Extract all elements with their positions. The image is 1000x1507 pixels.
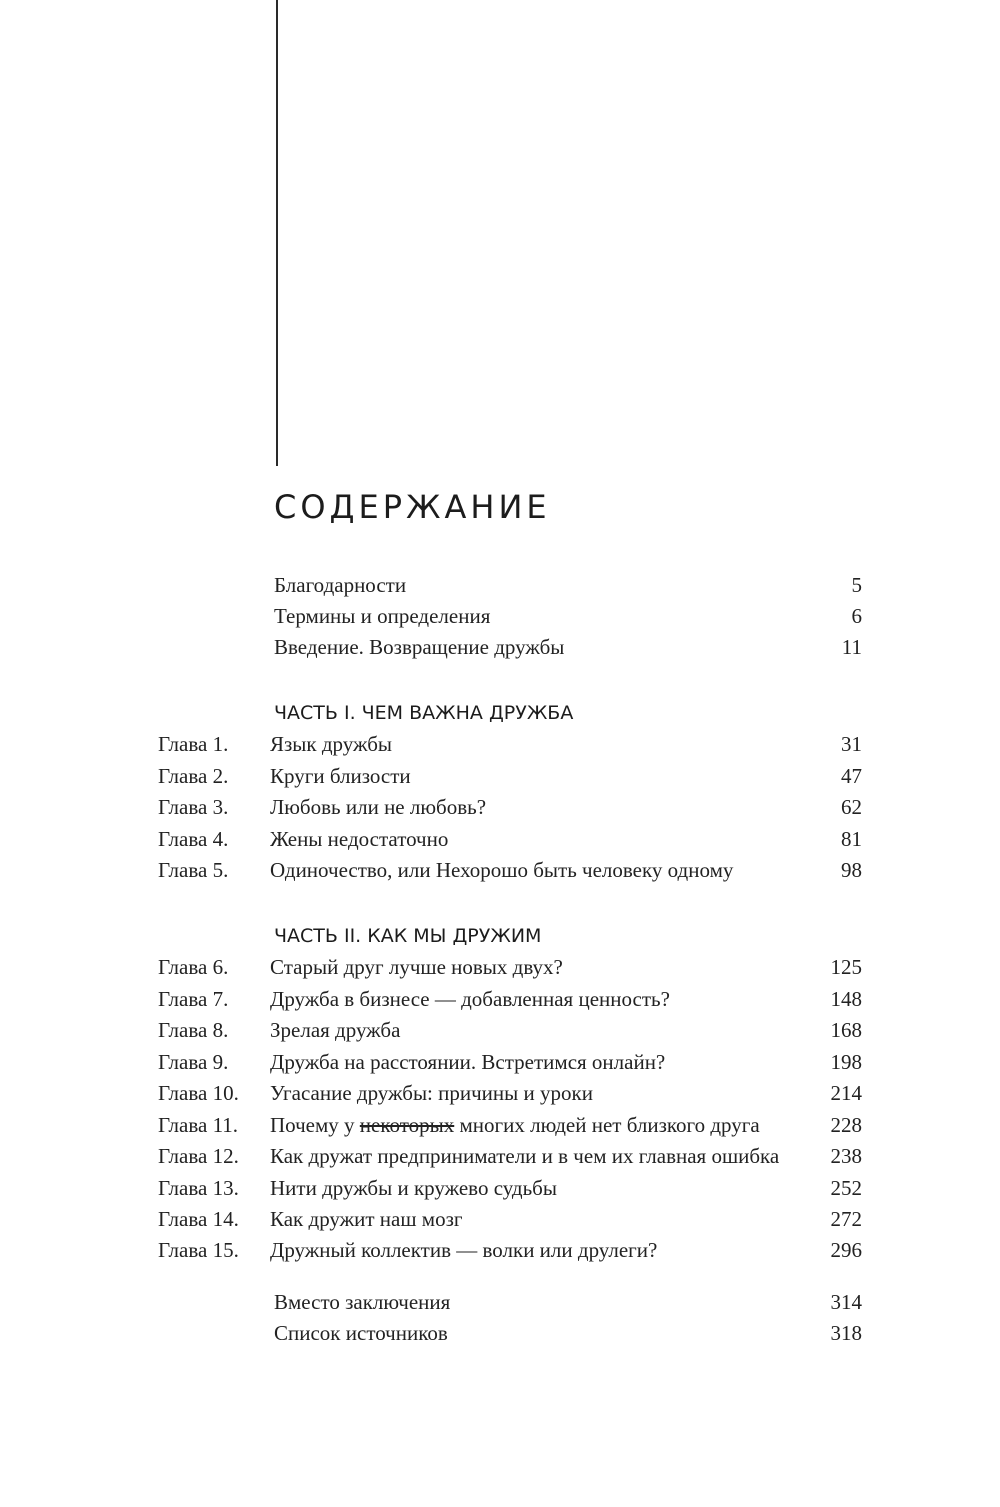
- entry-page: 6: [851, 604, 862, 628]
- chapter-page: 228: [830, 1113, 862, 1137]
- chapter-entry[interactable]: [158, 1141, 862, 1171]
- chapter-entry[interactable]: [158, 855, 862, 885]
- chapter-page: 98: [841, 858, 862, 882]
- entry-label: Благодарности: [274, 573, 407, 597]
- part-heading: ЧАСТЬ I. ЧЕМ ВАЖНА ДРУЖБА: [274, 702, 574, 724]
- chapter-number: Глава 14.: [158, 1207, 239, 1231]
- chapter-entry[interactable]: [158, 761, 862, 791]
- chapter-entry[interactable]: [158, 984, 862, 1014]
- chapter-entry[interactable]: [158, 1015, 862, 1045]
- chapter-title: Как дружат предприниматели и в чем их главная ошибка: [270, 1144, 780, 1168]
- entry-page: 5: [851, 573, 862, 597]
- chapter-title: Дружба в бизнесе — добавленная ценность?: [270, 987, 670, 1011]
- chapter-entry[interactable]: [158, 1078, 862, 1108]
- chapter-title: Как дружит наш мозг: [270, 1207, 463, 1231]
- chapter-number: Глава 3.: [158, 795, 229, 819]
- chapter-number: Глава 12.: [158, 1144, 239, 1168]
- chapter-page: 238: [830, 1144, 862, 1168]
- entry-page: 11: [841, 635, 862, 659]
- chapter-page: 168: [830, 1018, 862, 1042]
- toc-entry[interactable]: [274, 632, 862, 662]
- chapter-page: 252: [830, 1176, 862, 1200]
- chapter-page: 198: [830, 1050, 862, 1074]
- chapter-entry[interactable]: [158, 824, 862, 854]
- vertical-rule: [276, 0, 278, 466]
- chapter-number: Глава 2.: [158, 764, 229, 788]
- chapter-entry[interactable]: [158, 952, 862, 982]
- toc-entry[interactable]: [274, 570, 862, 600]
- entry-label: Введение. Возвращение дружбы: [274, 635, 565, 659]
- chapter-title: Нити дружбы и кружево судьбы: [270, 1176, 557, 1200]
- entry-label: Список источников: [274, 1321, 448, 1345]
- chapter-page: 214: [830, 1081, 862, 1105]
- chapter-page: 31: [841, 732, 862, 756]
- chapter-title: Язык дружбы: [270, 732, 393, 756]
- chapter-title: Старый друг лучше новых двух?: [270, 955, 563, 979]
- toc-entry[interactable]: [274, 1287, 862, 1317]
- chapter-number: Глава 11.: [158, 1113, 239, 1137]
- chapter-number: Глава 9.: [158, 1050, 229, 1074]
- chapter-title: Угасание дружбы: причины и уроки: [270, 1081, 593, 1105]
- entry-page: 318: [830, 1321, 862, 1345]
- chapter-number: Глава 4.: [158, 827, 229, 851]
- chapter-number: Глава 7.: [158, 987, 229, 1011]
- toc-entry[interactable]: [274, 601, 862, 631]
- entry-page: 314: [830, 1290, 862, 1314]
- chapter-number: Глава 6.: [158, 955, 229, 979]
- chapter-page: 81: [841, 827, 862, 851]
- chapter-entry[interactable]: [158, 1204, 862, 1234]
- chapter-title: [270, 1110, 760, 1140]
- chapter-number: Глава 1.: [158, 732, 229, 756]
- chapter-page: 125: [830, 955, 862, 979]
- chapter-number: Глава 13.: [158, 1176, 239, 1200]
- chapter-page: 62: [841, 795, 862, 819]
- chapter-title: Дружба на расстоянии. Встретимся онлайн?: [270, 1050, 666, 1074]
- chapter-page: 272: [830, 1207, 862, 1231]
- chapter-entry[interactable]: [158, 1173, 862, 1203]
- page-title: СОДЕРЖАНИЕ: [274, 488, 551, 526]
- chapter-page: 47: [841, 764, 862, 788]
- struck-word: некоторых: [359, 1113, 455, 1137]
- chapter-number: Глава 5.: [158, 858, 229, 882]
- part-heading: ЧАСТЬ II. КАК МЫ ДРУЖИМ: [274, 925, 542, 947]
- chapter-title: Одиночество, или Нехорошо быть человеку одному: [270, 858, 734, 882]
- toc-entry[interactable]: [274, 1318, 862, 1348]
- chapter-entry[interactable]: [158, 1110, 862, 1140]
- chapter-number: Глава 15.: [158, 1238, 239, 1262]
- chapter-entry[interactable]: [158, 792, 862, 822]
- chapter-entry[interactable]: [158, 1235, 862, 1265]
- entry-label: Вместо заключения: [274, 1290, 451, 1314]
- chapter-page: 148: [830, 987, 862, 1011]
- chapter-title: Круги близости: [270, 764, 411, 788]
- chapter-number: Глава 10.: [158, 1081, 239, 1105]
- chapter-title: Жены недостаточно: [270, 827, 449, 851]
- title-part: Почему у: [270, 1113, 360, 1137]
- title-part: многих людей нет близкого друга: [454, 1113, 760, 1137]
- chapter-page: 296: [830, 1238, 862, 1262]
- chapter-title: Любовь или не любовь?: [270, 795, 487, 819]
- entry-label: Термины и определения: [274, 604, 491, 628]
- chapter-number: Глава 8.: [158, 1018, 229, 1042]
- chapter-title: Зрелая дружба: [270, 1018, 401, 1042]
- chapter-entry[interactable]: [158, 1047, 862, 1077]
- chapter-title: Дружный коллектив — волки или друлеги?: [270, 1238, 658, 1262]
- chapter-entry[interactable]: [158, 729, 862, 759]
